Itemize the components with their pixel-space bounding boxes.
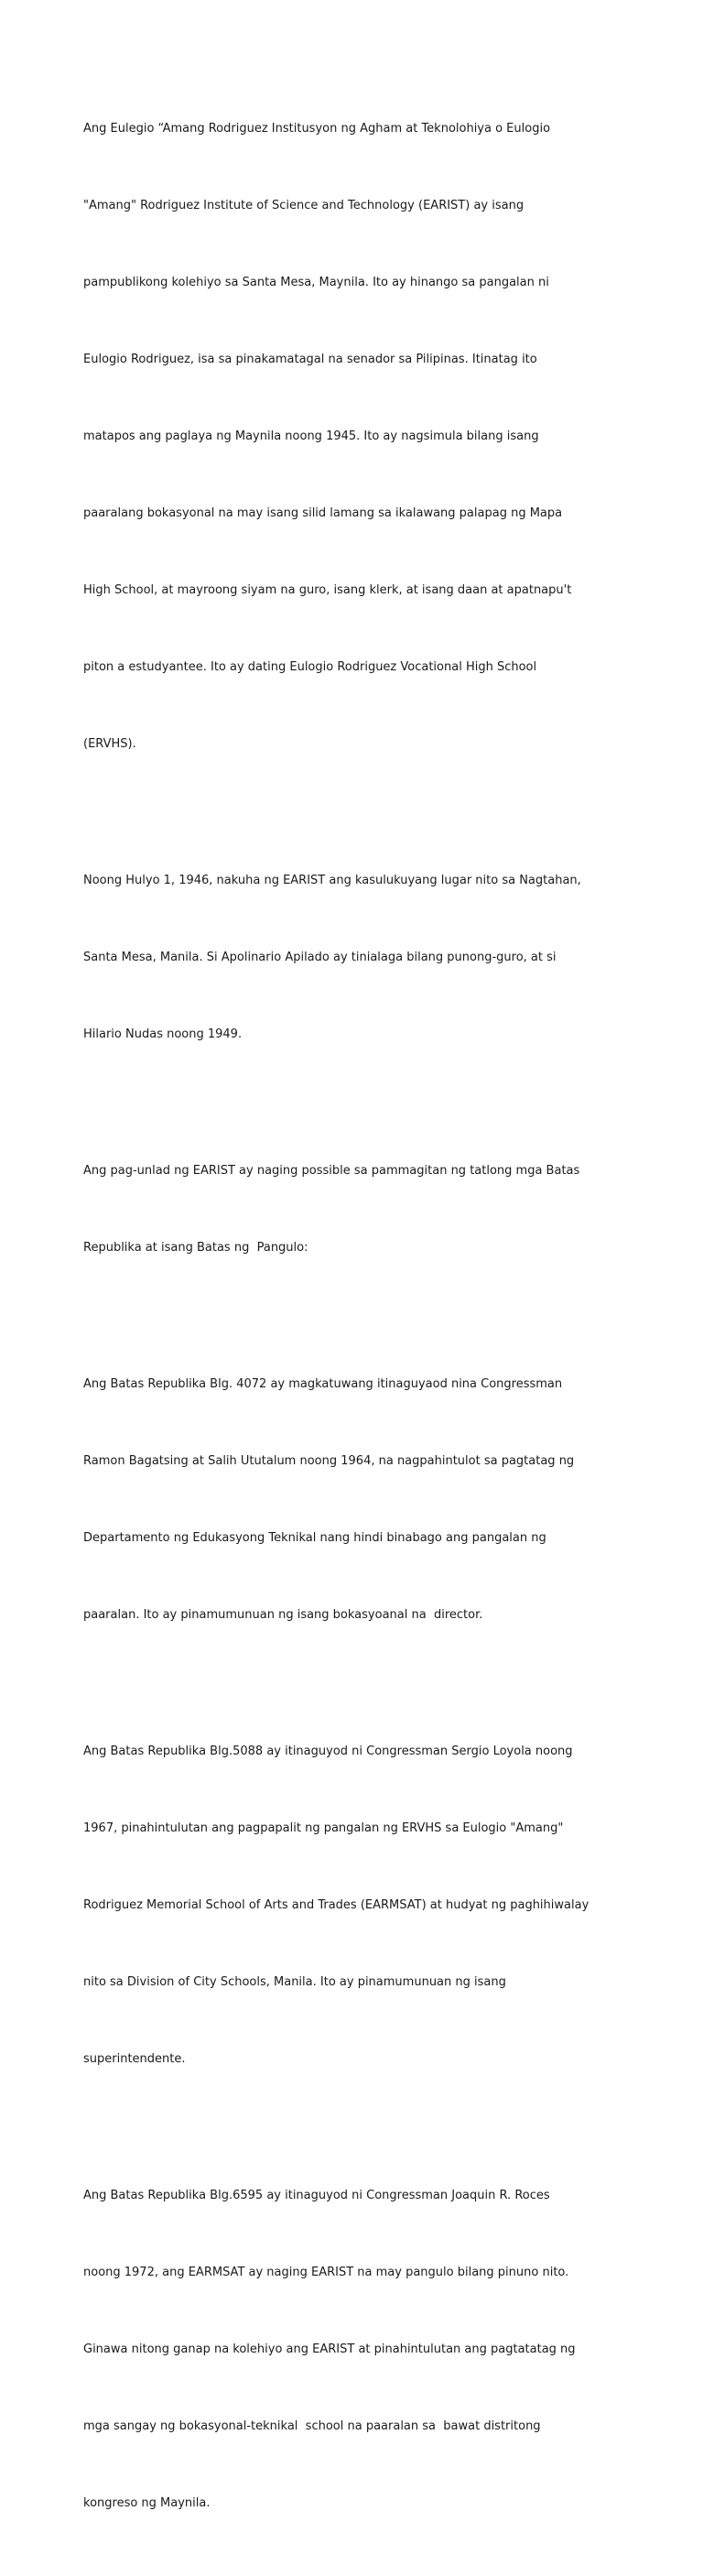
text-line: Departamento ng Edukasyong Teknikal nang hindi binabago ang pangalan ng	[83, 1531, 546, 1545]
text-line: paaralang bokasyonal na may isang silid lamang sa ikalawang palapag ng Mapa	[83, 506, 563, 520]
paragraph-ra-5088	[83, 1688, 633, 2124]
text-line: piton a estudyantee. Ito ay dating Eulogio Rodriguez Vocational High School	[83, 660, 537, 674]
text-line: Noong Hulyo 1, 1946, nakuha ng EARIST ang kasulukuyang lugar nito sa Nagtahan,	[83, 874, 581, 887]
paragraph-earist-history	[83, 65, 633, 809]
text-line: Ramon Bagatsing at Salih Ututalum noong 1964, na nagpahintulot sa pagtatag ng	[83, 1454, 575, 1468]
text-line: paaralan. Ito ay pinamumunuan ng isang bokasyoanal na director.	[83, 1608, 483, 1622]
paragraph-ra-4072	[83, 1321, 633, 1679]
text-line: Ang Batas Republika Blg.5088 ay itinaguyod ni Congressman Sergio Loyola noong	[83, 1745, 573, 1758]
text-line: Rodriguez Memorial School of Arts and Trades (EARMSAT) at hudyat ng paghihiwalay	[83, 1898, 589, 1912]
text-line: Santa Mesa, Manila. Si Apolinario Apilado ay tinialaga bilang punong-guro, at si	[83, 951, 557, 964]
text-line: matapos ang paglaya ng Maynila noong 1945. Ito ay nagsimula bilang isang	[83, 429, 539, 443]
paragraph-ra-6595	[83, 2132, 633, 2568]
text-line: noong 1972, ang EARMSAT ay naging EARIST na may pangulo bilang pinuno nito.	[83, 2266, 569, 2279]
text-line: Republika at isang Batas ng Pangulo:	[83, 1241, 308, 1255]
text-line: Eulogio Rodriguez, isa sa pinakamatagal na senador sa Pilipinas. Itinatag ito	[83, 353, 537, 366]
text-line: 1967, pinahintulutan ang pagpapalit ng pangalan ng ERVHS sa Eulogio "Amang"	[83, 1821, 564, 1835]
text-line: mga sangay ng bokasyonal-teknikal school na paaralan sa bawat distritong	[83, 2419, 541, 2433]
text-line: kongreso ng Maynila.	[83, 2496, 211, 2510]
text-line: Hilario Nudas noong 1949.	[83, 1027, 243, 1041]
text-line: Ang Eulegio “Amang Rodriguez Institusyon ng Agham at Teknolohiya o Eulogio	[83, 122, 551, 136]
text-line: pampublikong kolehiyo sa Santa Mesa, Maynila. Ito ay hinango sa pangalan ni	[83, 276, 549, 289]
text-line: "Amang" Rodriguez Institute of Science and Technology (EARIST) ay isang	[83, 199, 525, 212]
text-line: (ERVHS).	[83, 737, 136, 751]
text-line: nito sa Division of City Schools, Manila. Ito ay pinamumunuan ng isang	[83, 1975, 506, 1989]
text-line: Ang Batas Republika Blg. 4072 ay magkatuwang itinaguyaod nina Congressman	[83, 1377, 563, 1391]
document-body	[83, 65, 633, 2576]
text-line: Ang Batas Republika Blg.6595 ay itinaguyod ni Congressman Joaquin R. Roces	[83, 2189, 550, 2202]
text-line: Ang pag-unlad ng EARIST ay naging possible sa pammagitan ng tatlong mga Batas	[83, 1164, 580, 1178]
text-line: superintendente.	[83, 2052, 186, 2066]
paragraph-development-intro	[83, 1107, 633, 1312]
paragraph-nagtahan-site	[83, 817, 633, 1099]
text-line: High School, at mayroong siyam na guro, isang klerk, at isang daan at apatnapu't	[83, 583, 572, 597]
text-line: Ginawa nitong ganap na kolehiyo ang EARIST at pinahintulutan ang pagtatatag ng	[83, 2342, 576, 2356]
